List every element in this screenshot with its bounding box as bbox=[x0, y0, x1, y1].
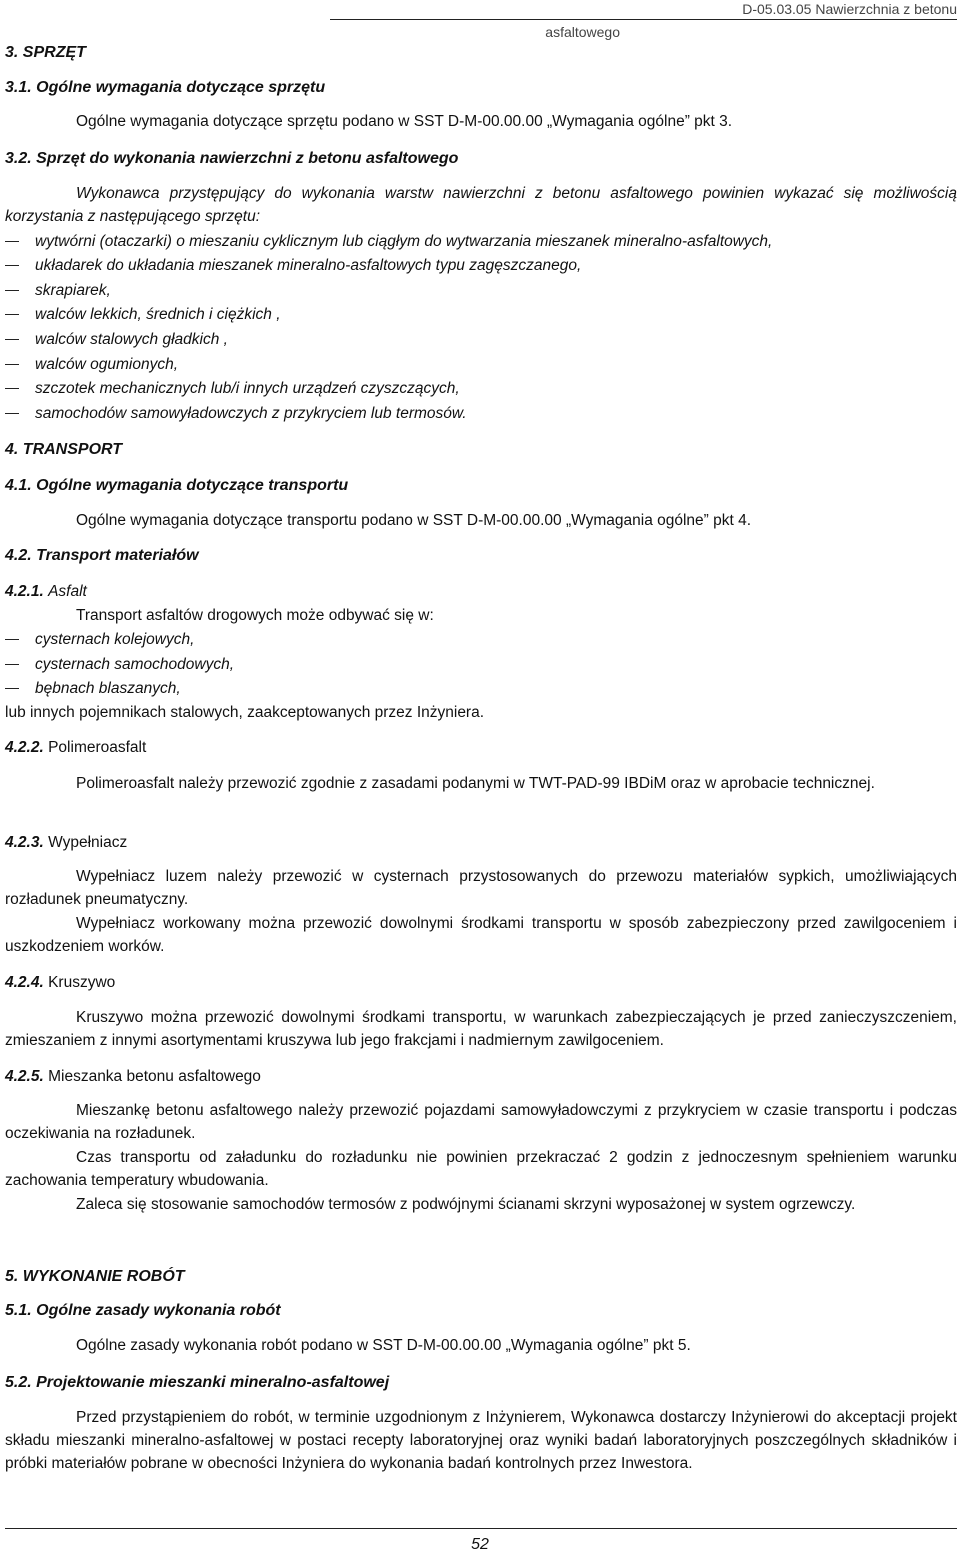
header-doc-ref: D-05.03.05 Nawierzchnia z betonu asfaltowego bbox=[545, 1, 957, 40]
text-4-2-4: Kruszywo można przewozić dowolnymi środkami transportu, w warunkach zabezpieczających je przed zanieczyszczeniem, zmieszaniem z innymi asortymentami kruszywa lub jego frakcjami i nadmiernym zawilgoceniem. bbox=[5, 1009, 957, 1049]
text-4-2-5-c: Zaleca się stosowanie samochodów termosów z podwójnymi ścianami skrzyni wyposażonej w system ogrzewczy. bbox=[76, 1196, 856, 1213]
list-item: walców lekkich, średnich i ciężkich , bbox=[5, 303, 935, 326]
text-4-1: Ogólne wymagania dotyczące transportu podano w SST D-M-00.00.00 „Wymagania ogólne” pkt 4. bbox=[76, 512, 752, 529]
running-header bbox=[330, 0, 957, 40]
text-4-2-5-b: Czas transportu od załadunku do rozładunku nie powinien przekraczać 2 godzin z jednoczesnym spełnieniem warunku zachowania temperatury wbudowania. bbox=[5, 1149, 957, 1189]
text-3-1: Ogólne wymagania dotyczące sprzętu podano w SST D-M-00.00.00 „Wymagania ogólne” pkt 3. bbox=[76, 113, 733, 130]
text-4-2-5-a: Mieszankę betonu asfaltowego należy przewozić pojazdami samowyładowczymi z przykryciem w czasie transportu i podczas oczekiwania na rozładunek. bbox=[5, 1102, 957, 1142]
list-item: cysternach kolejowych, bbox=[5, 628, 935, 651]
page-number: 52 bbox=[471, 1536, 489, 1553]
heading-4-1: 4.1. Ogólne wymagania dotyczące transportu bbox=[5, 477, 349, 494]
heading-4-2-1: 4.2.1. Asfalt bbox=[5, 583, 87, 600]
heading-4-2: 4.2. Transport materiałów bbox=[5, 547, 199, 564]
heading-4-2-4: 4.2.4. Kruszywo bbox=[5, 974, 116, 991]
dash-bullet-icon bbox=[5, 364, 19, 365]
heading-5-1: 5.1. Ogólne zasady wykonania robót bbox=[5, 1302, 281, 1319]
heading-4-2-5: 4.2.5. Mieszanka betonu asfaltowego bbox=[5, 1068, 261, 1085]
list-item: szczotek mechanicznych lub/i innych urządzeń czyszczących, bbox=[5, 377, 935, 400]
list-item: cysternach samochodowych, bbox=[5, 653, 935, 676]
dash-bullet-icon bbox=[5, 290, 19, 291]
text-3-2: Wykonawca przystępujący do wykonania warstw nawierzchni z betonu asfaltowego powinien wykazać się możliwością korzystania z następującego sprzętu: bbox=[5, 185, 957, 225]
dash-bullet-icon bbox=[5, 639, 19, 640]
heading-4-2-2: 4.2.2. Polimeroasfalt bbox=[5, 739, 147, 756]
dash-bullet-icon bbox=[5, 314, 19, 315]
text-4-2-1-after: lub innych pojemnikach stalowych, zaakceptowanych przez Inżyniera. bbox=[5, 704, 485, 721]
list-item: walców ogumionych, bbox=[5, 353, 935, 376]
text-5-1: Ogólne zasady wykonania robót podano w SST D-M-00.00.00 „Wymagania ogólne” pkt 5. bbox=[76, 1337, 691, 1354]
dash-bullet-icon bbox=[5, 413, 19, 414]
text-4-2-3-a: Wypełniacz luzem należy przewozić w cysternach przystosowanych do przewozu materiałów sypkich, umożliwiających rozładunek pneumatyczny. bbox=[5, 868, 957, 908]
text-5-2: Przed przystąpieniem do robót, w terminie uzgodnionym z Inżynierem, Wykonawca dostarczy Inżynierowi do akceptacji projekt składu mieszanki mineralno-asfaltowej w postaci recepty laboratoryjnej oraz wyniki badań laboratoryjnych poszczególnych składników i próbki materiałów pobrane w obecności Inżyniera do wykonania badań kontrolnych przez Inwestora. bbox=[5, 1409, 957, 1472]
heading-section-4: 4. TRANSPORT bbox=[5, 441, 123, 458]
dash-bullet-icon bbox=[5, 688, 19, 689]
list-item: skrapiarek, bbox=[5, 279, 935, 302]
dash-bullet-icon bbox=[5, 388, 19, 389]
heading-3-2: 3.2. Sprzęt do wykonania nawierzchni z betonu asfaltowego bbox=[5, 150, 459, 167]
list-item: układarek do układania mieszanek mineralno-asfaltowych typu zagęszczanego, bbox=[5, 254, 935, 277]
dash-bullet-icon bbox=[5, 664, 19, 665]
list-item: bębnach blaszanych, bbox=[5, 677, 935, 700]
list-item: wytwórni (otaczarki) o mieszaniu cyklicznym lub ciągłym do wytwarzania mieszanek mineralno-asfaltowych, bbox=[5, 230, 935, 253]
text-4-2-3-b: Wypełniacz workowany można przewozić dowolnymi środkami transportu w sposób zabezpieczony przed zawilgoceniem i uszkodzeniem worków. bbox=[5, 915, 957, 955]
list-item: samochodów samowyładowczych z przykryciem lub termosów. bbox=[5, 402, 935, 425]
heading-3-1: 3.1. Ogólne wymagania dotyczące sprzętu bbox=[5, 79, 326, 96]
heading-5-2: 5.2. Projektowanie mieszanki mineralno-asfaltowej bbox=[5, 1374, 390, 1391]
text-4-2-2: Polimeroasfalt należy przewozić zgodnie z zasadami podanymi w TWT-PAD-99 IBDiM oraz w aprobacie technicznej. bbox=[76, 775, 875, 792]
heading-4-2-3: 4.2.3. Wypełniacz bbox=[5, 834, 128, 851]
list-item: walców stalowych gładkich , bbox=[5, 328, 935, 351]
footer-rule bbox=[5, 1528, 957, 1529]
text-4-2-1: Transport asfaltów drogowych może odbywać się w: bbox=[76, 607, 434, 624]
dash-bullet-icon bbox=[5, 339, 19, 340]
heading-section-5: 5. WYKONANIE ROBÓT bbox=[5, 1268, 185, 1285]
dash-bullet-icon bbox=[5, 265, 19, 266]
dash-bullet-icon bbox=[5, 241, 19, 242]
heading-section-3: 3. SPRZĘT bbox=[5, 44, 86, 61]
